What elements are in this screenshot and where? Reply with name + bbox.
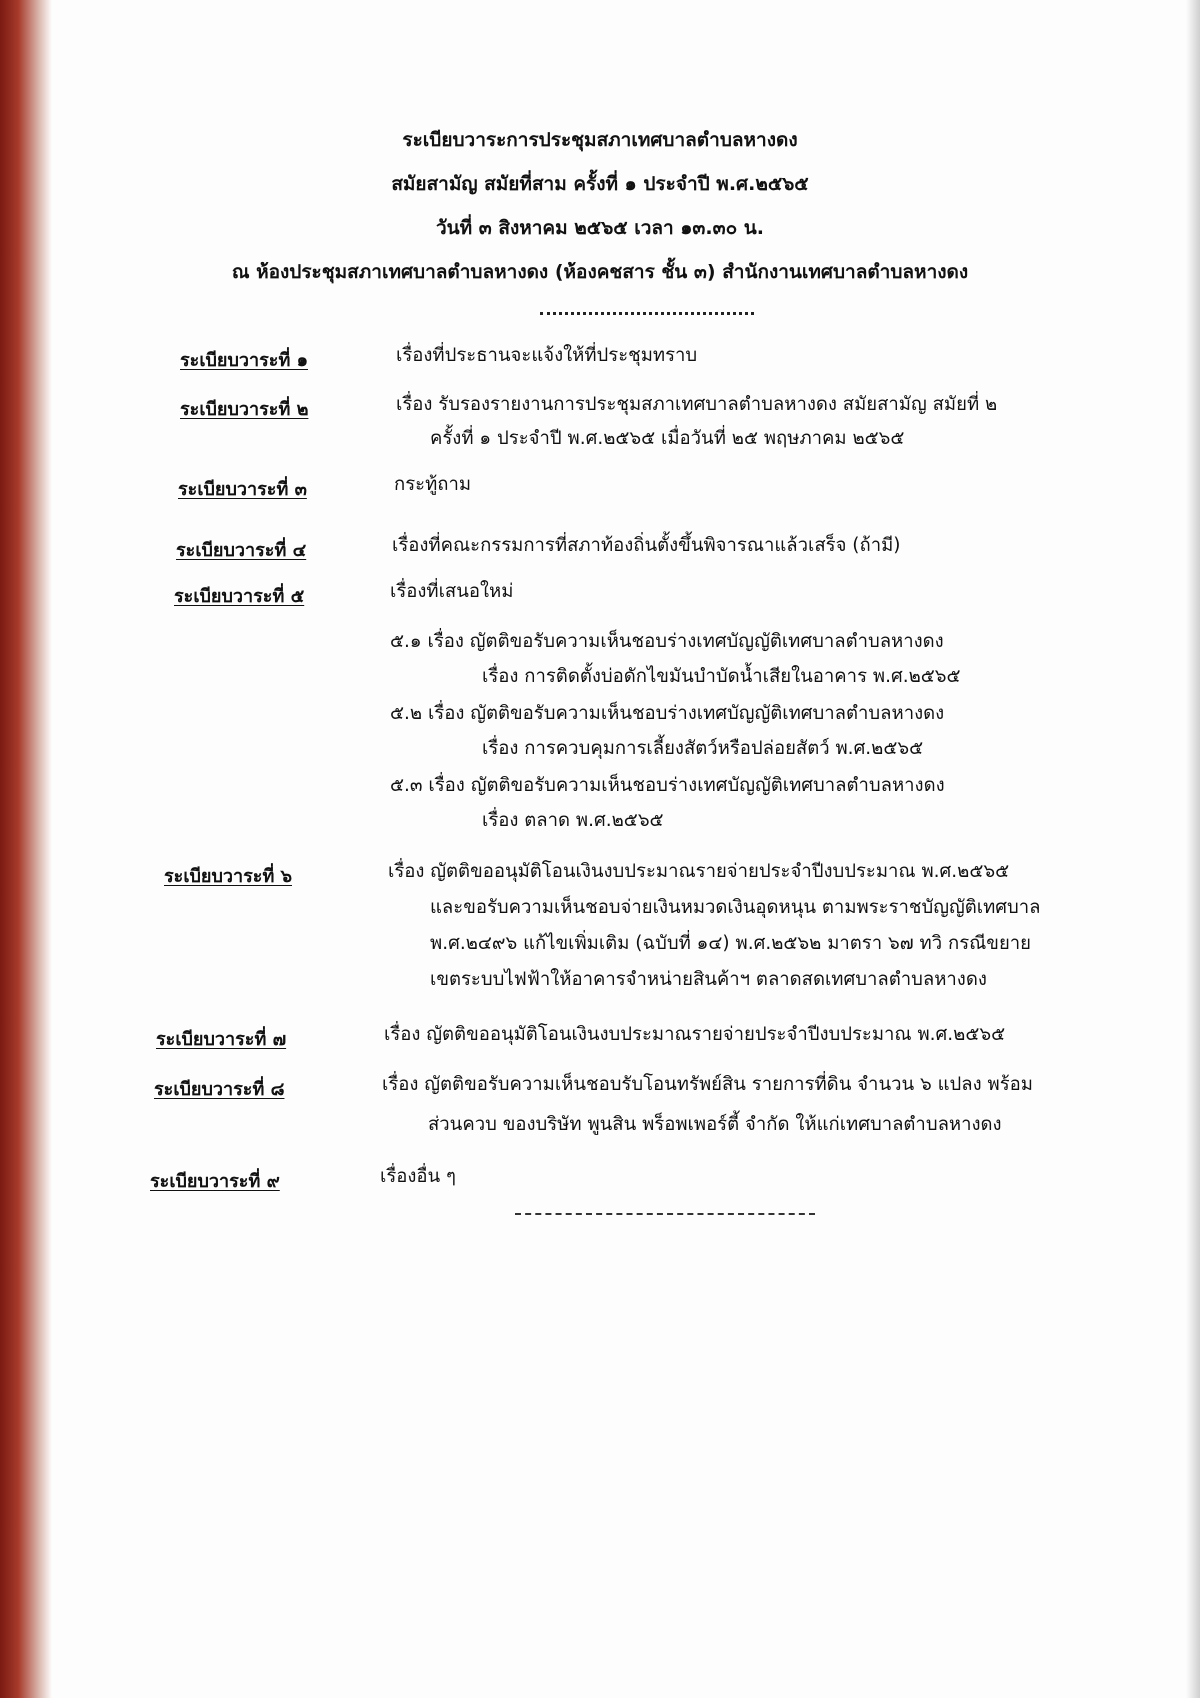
agenda-text: เรื่องที่คณะกรรมการที่สภาท้องถิ่นตั้งขึ้นพิจารณาแล้วเสร็จ (ถ้ามี) — [392, 535, 901, 556]
subitem-line: เรื่อง การติดตั้งบ่อดักไขมันบำบัดน้ำเสียในอาคาร พ.ศ.๒๕๖๕ — [482, 666, 961, 687]
agenda-text: เรื่องอื่น ๆ — [380, 1166, 456, 1187]
header-session: สมัยสามัญ สมัยที่สาม ครั้งที่ ๑ ประจำปี พ.ศ.๒๕๖๕ — [391, 173, 809, 195]
agenda-label: ระเบียบวาระที่ ๗ — [156, 1029, 287, 1050]
agenda-text: พ.ศ.๒๔๙๖ แก้ไขเพิ่มเติม (ฉบับที่ ๑๔) พ.ศ.๒๕๖๒ มาตรา ๖๗ ทวิ กรณีขยาย — [430, 933, 1032, 954]
subitem-line: ๕.๒ เรื่อง ญัตติขอรับความเห็นชอบร่างเทศบัญญัติเทศบาลตำบลหางดง — [390, 703, 945, 724]
subitem-line: ๕.๓ เรื่อง ญัตติขอรับความเห็นชอบร่างเทศบัญญัติเทศบาลตำบลหางดง — [390, 775, 945, 796]
header-dotted-separator — [540, 312, 754, 315]
agenda-text: เรื่องที่ประธานจะแจ้งให้ที่ประชุมทราบ — [396, 345, 698, 366]
agenda-label: ระเบียบวาระที่ ๕ — [174, 586, 305, 607]
header-title: ระเบียบวาระการประชุมสภาเทศบาลตำบลหางดง — [402, 129, 798, 151]
agenda-label: ระเบียบวาระที่ ๓ — [178, 479, 307, 500]
subitem-line: เรื่อง การควบคุมการเลี้ยงสัตว์หรือปล่อยสัตว์ พ.ศ.๒๕๖๕ — [482, 738, 924, 759]
header-date-time: วันที่ ๓ สิงหาคม ๒๕๖๕ เวลา ๑๓.๓๐ น. — [435, 217, 765, 239]
agenda-text: เรื่อง ญัตติขอรับความเห็นชอบรับโอนทรัพย์สิน รายการที่ดิน จำนวน ๖ แปลง พร้อม — [382, 1074, 1033, 1095]
subitem-line: ๕.๑ เรื่อง ญัตติขอรับความเห็นชอบร่างเทศบัญญัติเทศบาลตำบลหางดง — [390, 631, 944, 652]
agenda-label: ระเบียบวาระที่ ๘ — [154, 1079, 285, 1100]
agenda-text: เรื่อง ญัตติขออนุมัติโอนเงินงบประมาณรายจ่ายประจำปีงบประมาณ พ.ศ.๒๕๖๕ — [388, 861, 1010, 882]
agenda-text: ครั้งที่ ๑ ประจำปี พ.ศ.๒๕๖๕ เมื่อวันที่ ๒๕ พฤษภาคม ๒๕๖๕ — [430, 428, 905, 449]
agenda-text: ส่วนควบ ของบริษัท พูนสิน พร็อพเพอร์ตี้ จำกัด ให้แก่เทศบาลตำบลหางดง — [428, 1114, 1002, 1135]
agenda-text: และขอรับความเห็นชอบจ่ายเงินหมวดเงินอุดหนุน ตามพระราชบัญญัติเทศบาล — [430, 897, 1041, 918]
agenda-text: เรื่อง รับรองรายงานการประชุมสภาเทศบาลตำบลหางดง สมัยสามัญ สมัยที่ ๒ — [396, 394, 998, 415]
subitem-line: เรื่อง ตลาด พ.ศ.๒๕๖๕ — [482, 810, 664, 831]
agenda-text: เรื่องที่เสนอใหม่ — [390, 581, 514, 602]
agenda-label: ระเบียบวาระที่ ๔ — [176, 540, 307, 561]
document-header — [0, 118, 1200, 294]
agenda-label: ระเบียบวาระที่ ๙ — [150, 1171, 280, 1192]
agenda-text: กระทู้ถาม — [394, 474, 472, 495]
agenda-label: ระเบียบวาระที่ ๖ — [164, 866, 292, 887]
header-venue: ณ ห้องประชุมสภาเทศบาลตำบลหางดง (ห้องคชสาร ชั้น ๓) สำนักงานเทศบาลตำบลหางดง — [231, 261, 969, 283]
agenda-label: ระเบียบวาระที่ ๒ — [180, 399, 309, 420]
agenda-label: ระเบียบวาระที่ ๑ — [180, 350, 308, 371]
agenda-text: เขตระบบไฟฟ้าให้อาคารจำหน่ายสินค้าฯ ตลาดสดเทศบาลตำบลหางดง — [430, 969, 987, 990]
footer-dashed-separator — [515, 1213, 815, 1215]
agenda-text: เรื่อง ญัตติขออนุมัติโอนเงินงบประมาณรายจ่ายประจำปีงบประมาณ พ.ศ.๒๕๖๕ — [384, 1024, 1006, 1045]
